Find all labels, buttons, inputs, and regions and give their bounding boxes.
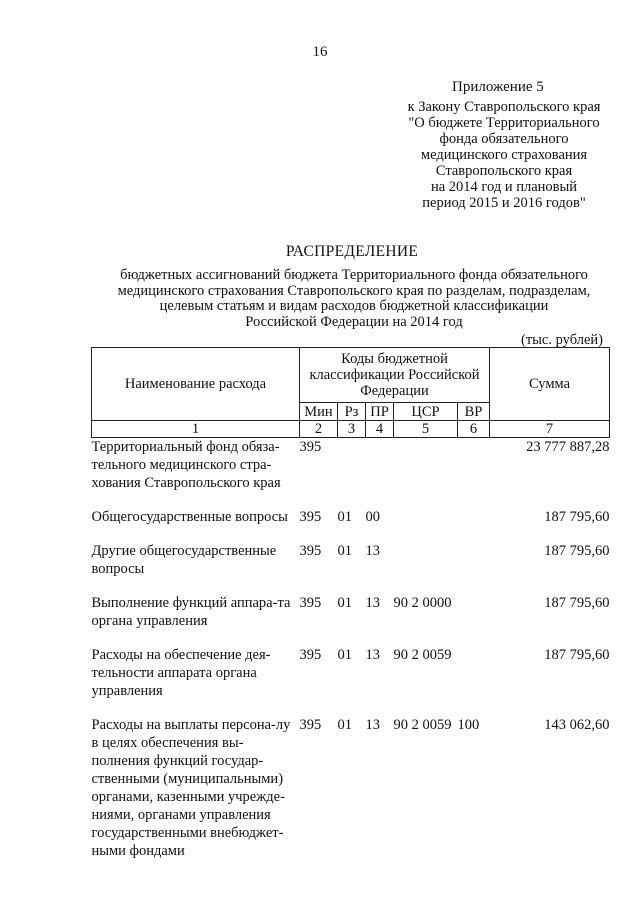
header-codes-group: Коды бюджетной классификации Российской Федерации xyxy=(300,348,490,403)
table-row xyxy=(92,542,610,578)
row-name: Расходы на обеспечение дея-тельности аппарата органа управления xyxy=(91,647,271,699)
row-sum: 143 062,60 xyxy=(544,717,610,733)
header-number: 4 xyxy=(366,421,394,438)
annex-title: Приложение 5 xyxy=(452,79,544,95)
row-vr: 100 xyxy=(457,717,480,733)
row-pr xyxy=(366,438,394,493)
row-sum: 187 795,60 xyxy=(544,595,610,611)
row-rz: 01 xyxy=(337,543,352,559)
row-rz: 01 xyxy=(337,717,352,733)
row-rz: 01 xyxy=(337,595,352,611)
row-pr: 13 xyxy=(365,543,380,559)
header-code-rz: Рз xyxy=(338,403,366,421)
row-min: 395 xyxy=(299,439,322,455)
row-csr xyxy=(394,508,458,526)
annex-line: медицинского страхования xyxy=(420,147,588,163)
row-csr: 90 2 0059 xyxy=(393,647,452,663)
page-number: 16 xyxy=(312,44,328,60)
row-sum: 23 777 887,28 xyxy=(526,439,610,455)
units-label: (тыс. рублей) xyxy=(521,332,603,348)
row-name: Расходы на выплаты персона-лу в целях обеспечения вы-полнения функций государ-ственными (муниципальными) органами, казенными учрежде-ниями, органами управления государственными внебюджет-ными фондами xyxy=(91,717,291,859)
header-number: 2 xyxy=(300,421,338,438)
annex-line: Ставропольского края xyxy=(435,163,573,179)
table-row xyxy=(92,508,610,526)
document-title: РАСПРЕДЕЛЕНИЕ xyxy=(285,243,419,260)
row-name: Другие общегосударственные вопросы xyxy=(91,543,277,577)
document-subtitle xyxy=(98,268,610,330)
subtitle-line: целевым статьям и видам расходов бюджетной классификации xyxy=(159,298,549,314)
annex-line: на 2014 год и плановый xyxy=(430,179,578,195)
row-rz: 01 xyxy=(337,509,352,525)
row-name: Общегосударственные вопросы xyxy=(91,509,288,525)
row-min: 395 xyxy=(299,509,322,525)
row-min: 395 xyxy=(299,717,322,733)
header-code-csr: ЦСР xyxy=(394,403,458,421)
row-min: 395 xyxy=(299,595,322,611)
header-code-min: Мин xyxy=(300,403,338,421)
row-vr xyxy=(458,438,490,493)
row-csr xyxy=(394,438,458,493)
table-row xyxy=(92,438,610,493)
annex-line: период 2015 и 2016 годов" xyxy=(422,195,586,211)
row-rz xyxy=(338,438,366,493)
header-number: 7 xyxy=(490,421,610,438)
table-row xyxy=(92,594,610,630)
annex-line: фонда обязательного xyxy=(439,131,569,147)
row-vr xyxy=(458,508,490,526)
row-vr xyxy=(458,646,490,700)
row-name: Территориальный фонд обяза-тельного медицинского стра-хования Ставропольского края xyxy=(91,439,281,491)
header-number: 3 xyxy=(338,421,366,438)
row-name: Выполнение функций аппара-та органа управления xyxy=(91,595,291,629)
row-vr xyxy=(458,594,490,630)
row-csr: 90 2 0000 xyxy=(393,595,452,611)
subtitle-line: Российской Федерации на 2014 год xyxy=(245,313,463,330)
header-code-vr: ВР xyxy=(458,403,490,421)
row-min: 395 xyxy=(299,543,322,559)
subtitle-line: бюджетных ассигнований бюджета Территориального фонда обязательного xyxy=(120,267,588,283)
header-number: 6 xyxy=(458,421,490,438)
row-sum: 187 795,60 xyxy=(544,543,610,559)
row-csr xyxy=(394,542,458,578)
header-code-pr: ПР xyxy=(366,403,394,421)
header-name: Наименование расхода xyxy=(92,348,300,421)
budget-table xyxy=(91,347,610,860)
row-sum: 187 795,60 xyxy=(544,509,610,525)
subtitle-line: медицинского страхования Ставропольского края по разделам, подразделам, xyxy=(117,282,591,299)
annex-reference xyxy=(360,99,640,211)
table-row xyxy=(92,646,610,700)
table-row xyxy=(92,716,610,860)
row-pr: 00 xyxy=(365,509,380,525)
annex-line: к Закону Ставропольского края xyxy=(407,99,601,115)
annex-line: "О бюджете Территориального xyxy=(408,115,600,131)
row-pr: 13 xyxy=(365,647,380,663)
row-min: 395 xyxy=(299,647,322,663)
row-csr: 90 2 0059 xyxy=(393,717,452,733)
row-vr xyxy=(458,542,490,578)
row-sum: 187 795,60 xyxy=(544,647,610,663)
header-number: 5 xyxy=(394,421,458,438)
row-pr: 13 xyxy=(365,595,380,611)
header-number: 1 xyxy=(92,421,300,438)
header-sum: Сумма xyxy=(490,348,610,421)
row-pr: 13 xyxy=(365,717,380,733)
row-rz: 01 xyxy=(337,647,352,663)
